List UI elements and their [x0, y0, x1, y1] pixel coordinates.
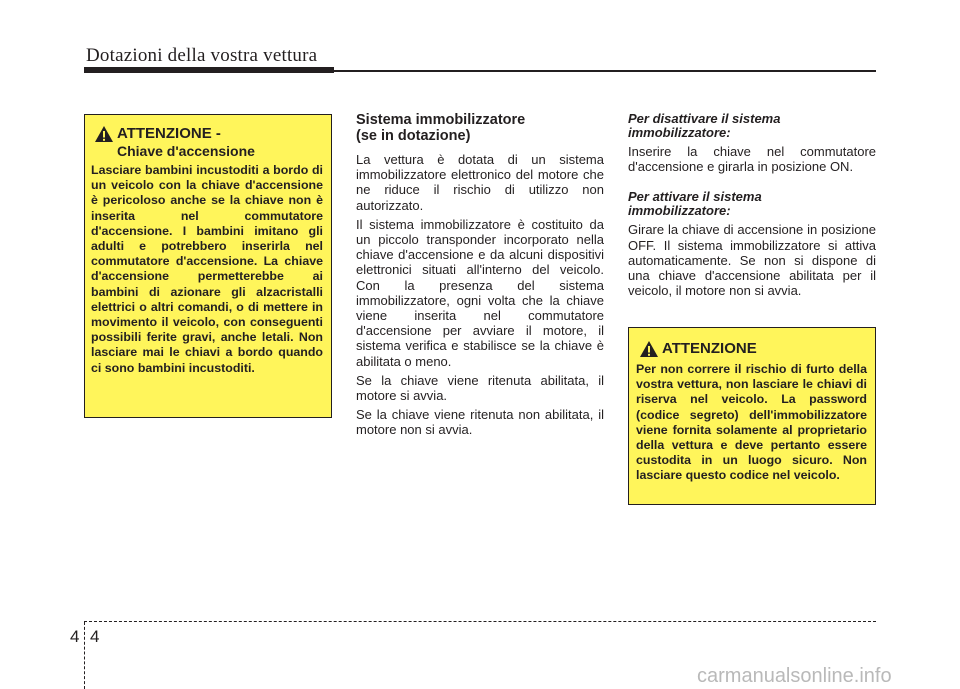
paragraph: Se la chiave viene ritenuta abilitata, il motore si avvia.: [356, 372, 604, 404]
page-section-number: 4: [70, 627, 80, 646]
activate-title: [628, 190, 876, 218]
activate-text: Girare la chiave di accensione in posizione OFF. Il sistema immobilizzatore si attiva automaticamente. Se non si dispone di una chiave d'accensione abilitata per il veicolo, il motore non si avvia.: [628, 222, 876, 299]
warning-body: Lasciare bambini incustoditi a bordo di un veicolo con la chiave d'accensione è pericoloso anche se la chiave non è inserita nel commutatore d'accensione. I bambini imitano gli adulti e potrebbero inserirla nel commutatore d'accensione. La chiave d'accensione permetterebbe ai bambini di azionare gli alzacristalli elettrici o altri comandi, o di mettere in movimento il veicolo, con conseguenti possibili ferite gravi, anche letali. Non lasciare mai le chiavi a bordo quando ci sono bambini incustoditi.: [91, 163, 323, 375]
warning-header: [636, 340, 867, 358]
warning-triangle-icon: [639, 340, 659, 358]
warning-subtitle: Chiave d'accensione: [117, 143, 255, 159]
watermark: carmanualsonline.info: [697, 665, 892, 687]
warning-box-password: [628, 327, 876, 505]
section-title-line1: Sistema immobilizzatore: [356, 112, 526, 128]
page-number: 4: [90, 627, 100, 646]
section-title: [356, 112, 604, 144]
warning-header: [91, 125, 323, 160]
paragraph: Se la chiave viene ritenuta non abilitata, il motore non si avvia.: [356, 407, 604, 438]
activate-title-line1: Per attivare il sistema: [628, 189, 762, 205]
warning-triangle-icon: [94, 125, 114, 143]
immobilizer-section: [356, 112, 604, 442]
deactivate-title-line1: Per disattivare il sistema: [628, 111, 781, 126]
deactivate-text: Inserire la chiave nel commutatore d'accensione e girarla in posizione ON.: [628, 144, 876, 175]
footer-divider: [84, 622, 85, 689]
warning-title: ATTENZIONE: [662, 340, 757, 357]
footer-rule: [84, 621, 876, 622]
warning-title: ATTENZIONE -: [117, 125, 221, 142]
paragraph: La vettura è dotata di un sistema immobilizzatore elettronico del motore che ne riduce il rischio di utilizzo non autorizzato.: [356, 152, 604, 213]
header-rule-thin: [334, 70, 876, 72]
section-title-line2: (se in dotazione): [356, 128, 471, 144]
page-header-title: Dotazioni della vostra vettura: [86, 45, 318, 66]
header-rule-thick: [84, 67, 334, 73]
immobilizer-instructions: [628, 112, 876, 302]
warning-box-ignition-key: [84, 114, 332, 418]
deactivate-title: [628, 112, 876, 140]
paragraph: Il sistema immobilizzatore è costituito da un piccolo transponder incorporato nella chiave d'accensione e da alcuni dispositivi elettronici situati all'interno del veicolo. Con la presenza del sistema immobilizzatore, ogni volta che la chiave viene inserita nel commutatore d'accensione per avviare il motore, il sistema verifica e stabilisce se la chiave è abilitata o meno.: [356, 216, 604, 369]
activate-title-line2: immobilizzatore:: [628, 203, 731, 219]
warning-body: Per non correre il rischio di furto della vostra vettura, non lasciare le chiavi di riserva nel veicolo. La password (codice segreto) dell'immobilizzatore viene fornita solamente al proprietario della vettura e deve pertanto essere custodita in un luogo sicuro. Non lasciare questo codice nel veicolo.: [636, 362, 867, 483]
deactivate-title-line2: immobilizzatore:: [628, 125, 731, 140]
